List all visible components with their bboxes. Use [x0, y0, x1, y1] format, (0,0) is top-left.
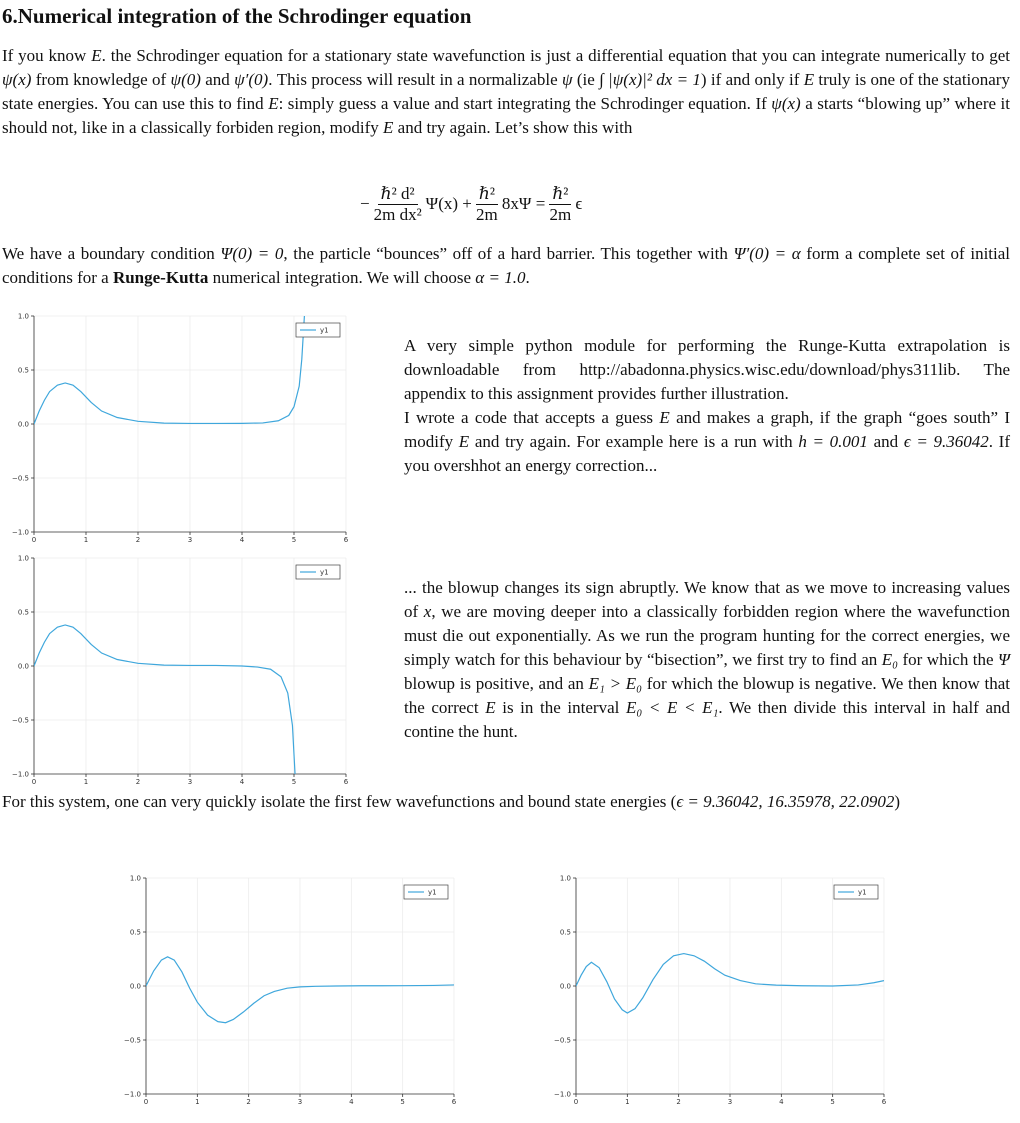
legend-label: y1 — [428, 888, 437, 897]
schrodinger-equation: − $\frac{\text{ℏ² d²}}{\text{2m dx²}}$ Ψ(x) + $\frac{\text{ℏ²}}{2m}$ 8xΨ = $\frac{\text{ℏ²}}{2m}$ ϵ — [360, 183, 583, 224]
x-tick-label: 5 — [830, 1098, 835, 1106]
x-tick-label: 0 — [31, 778, 37, 786]
y-tick-label: 0.0 — [129, 982, 141, 991]
legend-label: y1 — [320, 326, 329, 335]
y-tick-label: 0.0 — [17, 420, 29, 429]
x-tick-label: 1 — [625, 1098, 630, 1106]
y-tick-label: −0.5 — [554, 1036, 571, 1045]
y-tick-label: 0.0 — [559, 982, 571, 991]
y-tick-label: −0.5 — [124, 1036, 141, 1045]
x-tick-label: 4 — [239, 536, 245, 544]
x-tick-label: 6 — [343, 536, 349, 544]
y-tick-label: −1.0 — [12, 770, 29, 779]
y-tick-label: −0.5 — [12, 474, 29, 483]
x-tick-label: 5 — [291, 536, 297, 544]
boundary-condition-paragraph: We have a boundary condition Ψ(0) = 0, the particle “bounces” off of a hard barrier. This together with Ψ′(0) = α form a complete set of initial conditions for a Runge-Kutta numerical integration. We will choose α = 1.0. — [2, 244, 1011, 287]
plot-second-eigenstate — [116, 872, 462, 1108]
x-tick-label: 6 — [343, 778, 349, 786]
plot-third-eigenstate — [546, 872, 892, 1108]
y-tick-label: −1.0 — [124, 1090, 141, 1099]
x-tick-label: 5 — [291, 778, 297, 786]
x-tick-label: 4 — [349, 1098, 354, 1106]
guess-description: I wrote a code that accepts a guess E and makes a graph, if the graph “goes south” I modify E and try again. For example here is a run with h = 0.001 and ϵ = 9.36042. If you overshhot an energy correction... — [404, 408, 1010, 475]
y-tick-label: −1.0 — [554, 1090, 571, 1099]
y-tick-label: 1.0 — [17, 554, 29, 563]
y-tick-label: 1.0 — [559, 874, 571, 883]
legend-label: y1 — [858, 888, 867, 897]
y-tick-label: 0.5 — [559, 928, 571, 937]
y-tick-label: 0.5 — [17, 608, 29, 617]
x-tick-label: 2 — [676, 1098, 681, 1106]
y-tick-label: 0.5 — [17, 366, 29, 375]
x-tick-label: 5 — [400, 1098, 405, 1106]
x-tick-label: 1 — [83, 536, 89, 544]
x-tick-label: 2 — [135, 536, 141, 544]
x-tick-label: 3 — [187, 778, 193, 786]
x-tick-label: 2 — [246, 1098, 251, 1106]
x-tick-label: 6 — [451, 1098, 457, 1106]
x-tick-label: 6 — [881, 1098, 887, 1106]
x-tick-label: 1 — [83, 778, 89, 786]
module-description: A very simple python module for performing the Runge-Kutta extrapolation is downloadable from http://abadonna.physics.wisc.edu/download/phys311lib. The appendix to this assignment provides further illustration. — [404, 336, 1010, 403]
x-tick-label: 3 — [297, 1098, 303, 1106]
x-tick-label: 1 — [195, 1098, 200, 1106]
legend-label: y1 — [320, 568, 329, 577]
x-tick-label: 0 — [143, 1098, 149, 1106]
x-tick-label: 4 — [779, 1098, 784, 1106]
bisection-description: ... the blowup changes its sign abruptly. We know that as we move to increasing values of x, we are moving deeper into a classically forbidden region where the wavefunction must die out exponentially. As we run the program hunting for the correct energies, we simply watch for this behaviour by “bisection”, we first try to find an E₀ for which the Ψ blowup is positive, and an E₁ > E₀ for which the blowup is negative. We then know that the correct E is in the interval E₀ < E < E₁. We then divide this interval in half and contine the hunt. — [404, 578, 1011, 741]
runge-kutta-description — [404, 334, 1010, 478]
x-tick-label: 3 — [187, 536, 193, 544]
x-tick-label: 4 — [239, 778, 245, 786]
x-tick-label: 2 — [135, 778, 141, 786]
intro-paragraph: If you know E. the Schrodinger equation for a stationary state wavefunction is just a differential equation that you can integrate numerically to get ψ(x) from knowledge of ψ(0) and ψ′(0). This process will result in a normalizable ψ (ie ∫ |ψ(x)|² dx = 1) if and only if E truly is one of the stationary state energies. You can use this to find E: simply guess a value and start integrating the Schrodinger equation. If ψ(x) a starts “blowing up” where it should not, like in a classically forbiden region, modify E and try again. Let’s show this with — [2, 46, 1010, 137]
x-tick-label: 3 — [727, 1098, 733, 1106]
series-line-y1 — [34, 625, 295, 774]
y-tick-label: 1.0 — [129, 874, 141, 883]
plot-eigenstate-positive-blowup — [4, 310, 354, 546]
section-title: 6.Numerical integration of the Schrodinger equation — [2, 4, 472, 28]
x-tick-label: 0 — [573, 1098, 579, 1106]
y-tick-label: −0.5 — [12, 716, 29, 725]
x-tick-label: 0 — [31, 536, 37, 544]
y-tick-label: −1.0 — [12, 528, 29, 537]
y-tick-label: 0.0 — [17, 662, 29, 671]
energies-paragraph: For this system, one can very quickly isolate the first few wavefunctions and bound state energies (ϵ = 9.36042, 16.35978, 22.0902) — [2, 792, 901, 811]
plot-negative-blowup — [4, 552, 354, 788]
y-tick-label: 1.0 — [17, 312, 29, 321]
y-tick-label: 0.5 — [129, 928, 141, 937]
